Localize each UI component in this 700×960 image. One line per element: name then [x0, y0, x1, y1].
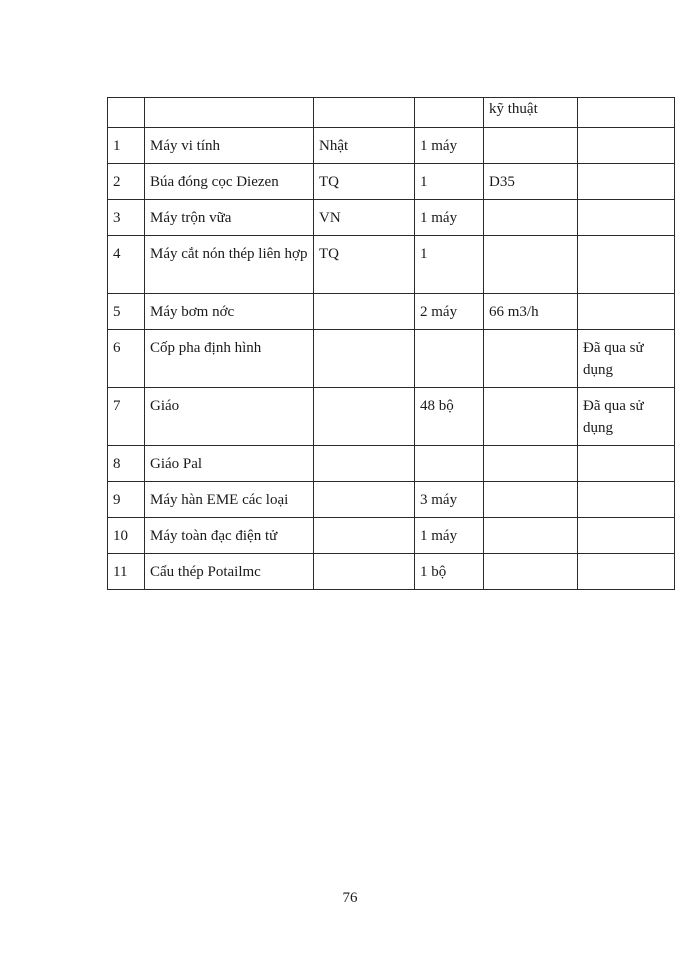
origin-cell — [314, 518, 415, 554]
quantity-cell: 2 máy — [415, 294, 484, 330]
table-cell: kỹ thuật — [484, 98, 578, 128]
spec-cell — [484, 128, 578, 164]
page-number: 76 — [342, 890, 358, 906]
note-cell — [578, 200, 675, 236]
quantity-cell — [415, 446, 484, 482]
origin-cell: Nhật — [314, 128, 415, 164]
row-number-cell: 3 — [108, 200, 145, 236]
quantity-cell: 1 máy — [415, 128, 484, 164]
origin-cell — [314, 294, 415, 330]
quantity-cell: 1 — [415, 164, 484, 200]
row-number-cell: 9 — [108, 482, 145, 518]
origin-cell — [314, 388, 415, 446]
note-cell — [578, 164, 675, 200]
spec-cell — [484, 446, 578, 482]
table-row — [108, 482, 675, 518]
row-number-cell: 4 — [108, 236, 145, 294]
origin-cell — [314, 446, 415, 482]
table-row — [108, 388, 675, 446]
quantity-cell: 1 máy — [415, 518, 484, 554]
equipment-name-cell: Máy toàn đạc điện tử — [145, 518, 314, 554]
table-cell — [578, 98, 675, 128]
row-number-cell: 2 — [108, 164, 145, 200]
spec-cell: 66 m3/h — [484, 294, 578, 330]
note-cell — [578, 554, 675, 590]
table-row — [108, 518, 675, 554]
table-row — [108, 128, 675, 164]
note-cell — [578, 236, 675, 294]
equipment-name-cell: Giáo — [145, 388, 314, 446]
equipment-name-cell: Máy trộn vữa — [145, 200, 314, 236]
table-row — [108, 446, 675, 482]
origin-cell — [314, 330, 415, 388]
table-cell — [145, 98, 314, 128]
table-row — [108, 164, 675, 200]
spec-cell — [484, 518, 578, 554]
equipment-name-cell: Cẩu thép Potailmc — [145, 554, 314, 590]
spec-cell — [484, 200, 578, 236]
table-row — [108, 330, 675, 388]
quantity-cell: 1 máy — [415, 200, 484, 236]
table-cell — [108, 98, 145, 128]
row-number-cell: 6 — [108, 330, 145, 388]
note-cell — [578, 446, 675, 482]
row-number-cell: 7 — [108, 388, 145, 446]
quantity-cell: 1 — [415, 236, 484, 294]
equipment-name-cell: Giáo Pal — [145, 446, 314, 482]
table-row — [108, 294, 675, 330]
table-cell — [415, 98, 484, 128]
note-cell — [578, 128, 675, 164]
origin-cell: TQ — [314, 236, 415, 294]
table-row-continued-header — [108, 98, 675, 128]
row-number-cell: 8 — [108, 446, 145, 482]
equipment-table — [107, 97, 675, 590]
spec-cell — [484, 482, 578, 518]
equipment-name-cell: Máy vi tính — [145, 128, 314, 164]
note-cell: Đã qua sử dụng — [578, 388, 675, 446]
table-row — [108, 200, 675, 236]
origin-cell: TQ — [314, 164, 415, 200]
spec-cell: D35 — [484, 164, 578, 200]
origin-cell — [314, 554, 415, 590]
spec-cell — [484, 236, 578, 294]
quantity-cell: 3 máy — [415, 482, 484, 518]
quantity-cell: 48 bộ — [415, 388, 484, 446]
table-row — [108, 554, 675, 590]
row-number-cell: 11 — [108, 554, 145, 590]
spec-cell — [484, 554, 578, 590]
origin-cell: VN — [314, 200, 415, 236]
origin-cell — [314, 482, 415, 518]
table-cell — [314, 98, 415, 128]
note-cell — [578, 294, 675, 330]
equipment-name-cell: Máy cắt nón thép liên hợp — [145, 236, 314, 294]
row-number-cell: 5 — [108, 294, 145, 330]
spec-cell — [484, 330, 578, 388]
row-number-cell: 10 — [108, 518, 145, 554]
quantity-cell: 1 bộ — [415, 554, 484, 590]
note-cell: Đã qua sử dụng — [578, 330, 675, 388]
spec-cell — [484, 388, 578, 446]
equipment-name-cell: Máy hàn EME các loại — [145, 482, 314, 518]
equipment-name-cell: Máy bơm nớc — [145, 294, 314, 330]
row-number-cell: 1 — [108, 128, 145, 164]
note-cell — [578, 482, 675, 518]
equipment-name-cell: Búa đóng cọc Diezen — [145, 164, 314, 200]
note-cell — [578, 518, 675, 554]
table-row — [108, 236, 675, 294]
equipment-name-cell: Cốp pha định hình — [145, 330, 314, 388]
quantity-cell — [415, 330, 484, 388]
